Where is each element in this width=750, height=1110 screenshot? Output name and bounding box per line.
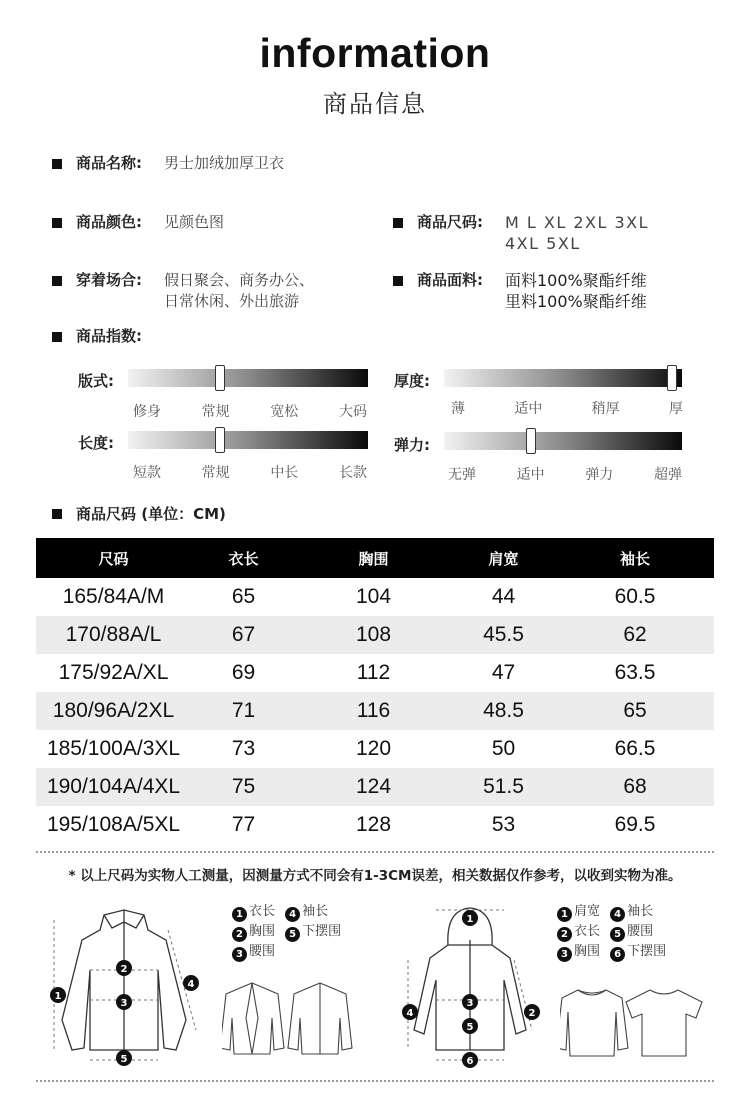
info-size-row <box>393 212 649 254</box>
measure-marker-6-text: 6 <box>466 1056 474 1067</box>
table-cell: 112 <box>356 661 391 684</box>
number-2-icon: 2 <box>557 927 572 942</box>
index-length-label: 长度: <box>78 434 114 452</box>
table-cell: 170/88A/L <box>65 623 162 646</box>
info-occasion-line1: 假日聚会、商务办公、 <box>164 271 315 289</box>
table-cell: 65 <box>231 585 256 608</box>
index-fit-handle <box>215 365 225 391</box>
tick-label: 修身 <box>133 404 161 420</box>
tick-label: 长款 <box>338 465 367 481</box>
tick-label: 弹力 <box>585 467 614 483</box>
tick-label: 常规 <box>201 404 230 420</box>
info-size-line2: 4XL 5XL <box>505 234 581 253</box>
table-cell: 77 <box>231 813 256 836</box>
measure-marker-2-text: 2 <box>528 1008 536 1019</box>
index-stretch-label: 弹力: <box>394 436 430 454</box>
table-cell: 67 <box>231 623 256 646</box>
table-cell: 128 <box>355 813 392 836</box>
table-cell: 116 <box>356 699 391 722</box>
table-row <box>36 806 714 844</box>
size-table-title-text: 商品尺码 (单位：CM) <box>76 505 226 523</box>
table-cell: 68 <box>623 775 647 798</box>
table-cell: 73 <box>231 737 256 760</box>
info-occasion-row <box>52 270 314 312</box>
info-fabric-line1: 面料100%聚酯纤维 <box>505 271 647 290</box>
legend-label: 下摆围 <box>627 944 667 959</box>
index-fit-ticks <box>133 401 367 421</box>
table-cell: 180/96A/2XL <box>52 699 175 722</box>
hoodie-measure-diagram <box>396 900 556 1070</box>
divider-dotted-bottom <box>36 1080 714 1082</box>
legend-label: 衣长 <box>574 924 601 939</box>
legend-right <box>557 902 672 962</box>
number-2-icon: 2 <box>232 927 247 942</box>
suit-shirt-thumbnails <box>222 978 362 1058</box>
measure-marker-2-text: 2 <box>120 964 128 975</box>
table-cell: 124 <box>355 775 392 798</box>
number-4-icon: 4 <box>285 907 300 922</box>
bullet-square-icon <box>52 159 62 169</box>
table-row <box>36 768 714 806</box>
index-stretch-bar <box>444 432 682 450</box>
column-header: 袖长 <box>619 549 650 568</box>
index-fit-label: 版式: <box>78 372 114 390</box>
number-3-icon: 3 <box>232 947 247 962</box>
info-color-label: 商品颜色: <box>76 213 142 231</box>
tick-label: 稍厚 <box>591 401 620 417</box>
info-name-label: 商品名称: <box>76 154 142 172</box>
table-cell: 190/104A/4XL <box>46 775 181 798</box>
column-header: 衣长 <box>228 549 259 568</box>
table-cell: 108 <box>355 623 392 646</box>
tick-label: 常规 <box>201 465 230 481</box>
table-cell: 66.5 <box>614 737 656 760</box>
table-cell: 75 <box>231 775 256 798</box>
legend-label: 下摆围 <box>302 924 342 939</box>
bullet-square-icon <box>52 509 62 519</box>
divider-dotted <box>36 851 714 853</box>
number-4-icon: 4 <box>610 907 625 922</box>
number-1-icon: 1 <box>232 907 247 922</box>
number-5-icon: 5 <box>285 927 300 942</box>
info-occasion-label: 穿着场合: <box>76 271 142 289</box>
table-cell: 51.5 <box>483 775 524 798</box>
legend-label: 袖长 <box>302 904 329 919</box>
tick-label: 宽松 <box>270 404 299 420</box>
bullet-square-icon <box>393 276 403 286</box>
measure-marker-1-text: 1 <box>466 914 474 925</box>
index-length-ticks <box>133 462 367 482</box>
legend-label: 衣长 <box>249 904 276 919</box>
index-length-bar <box>128 431 368 449</box>
measure-marker-3-text: 3 <box>466 998 474 1009</box>
bullet-square-icon <box>52 332 62 342</box>
measure-marker-3-text: 3 <box>120 998 128 1009</box>
measure-marker-1-text: 1 <box>54 991 62 1002</box>
table-cell: 53 <box>491 813 516 836</box>
measure-marker-5-text: 5 <box>466 1022 474 1033</box>
table-row <box>36 654 714 692</box>
bullet-square-icon <box>52 276 62 286</box>
bullet-square-icon <box>393 218 403 228</box>
measure-marker-4-text: 4 <box>406 1008 414 1019</box>
table-row <box>36 730 714 768</box>
table-cell: 175/92A/XL <box>58 661 169 684</box>
size-table-header <box>36 538 714 578</box>
table-cell: 65 <box>623 699 647 722</box>
measure-marker-5-text: 5 <box>120 1054 128 1065</box>
number-6-icon: 6 <box>610 947 625 962</box>
tick-label: 适中 <box>516 467 545 483</box>
table-cell: 195/108A/5XL <box>46 813 181 836</box>
legend-label: 袖长 <box>627 904 654 919</box>
number-5-icon: 5 <box>610 927 625 942</box>
info-color-row <box>52 212 224 233</box>
bullet-square-icon <box>52 218 62 228</box>
legend-label: 胸围 <box>249 924 276 939</box>
table-row <box>36 692 714 730</box>
table-cell: 69.5 <box>614 813 656 836</box>
size-table <box>36 538 714 844</box>
info-fabric-label: 商品面料: <box>417 271 483 289</box>
table-cell: 185/100A/3XL <box>46 737 181 760</box>
index-fit-bar <box>128 369 368 387</box>
info-fabric-line2: 里料100%聚酯纤维 <box>505 292 647 311</box>
table-cell: 47 <box>491 661 516 684</box>
legend-label: 腰围 <box>627 924 654 939</box>
info-index-row <box>52 326 142 347</box>
index-thickness-ticks <box>451 398 683 418</box>
legend-left <box>232 902 347 962</box>
tick-label: 无弹 <box>448 467 476 483</box>
column-header: 尺码 <box>98 549 129 568</box>
tick-label: 短款 <box>133 465 161 481</box>
tick-label: 大码 <box>338 404 367 420</box>
table-cell: 48.5 <box>483 699 524 722</box>
tick-label: 厚 <box>668 401 683 417</box>
legend-label: 胸围 <box>574 944 601 959</box>
legend-label: 肩宽 <box>574 904 601 919</box>
index-stretch-handle <box>526 428 536 454</box>
page-title-cn: 商品信息 <box>323 90 427 118</box>
number-3-icon: 3 <box>557 947 572 962</box>
table-cell: 62 <box>623 623 647 646</box>
info-fabric-row <box>393 270 647 312</box>
info-occasion-line2: 日常休闲、外出旅游 <box>164 292 300 310</box>
info-name-row <box>52 153 284 174</box>
jacket-measure-diagram <box>36 900 216 1070</box>
info-index-label: 商品指数: <box>76 327 142 345</box>
sweater-tshirt-thumbnails <box>560 982 710 1062</box>
table-cell: 165/84A/M <box>62 585 165 608</box>
table-cell: 71 <box>231 699 256 722</box>
table-cell: 63.5 <box>614 661 656 684</box>
table-cell: 104 <box>355 585 392 608</box>
table-cell: 50 <box>491 737 516 760</box>
size-table-title <box>52 503 226 524</box>
table-cell: 60.5 <box>614 585 656 608</box>
index-thickness-handle <box>667 365 677 391</box>
tick-label: 超弹 <box>653 467 682 483</box>
info-color-value: 见颜色图 <box>164 213 225 231</box>
column-header: 胸围 <box>358 549 389 568</box>
page-title-en: information <box>259 30 491 76</box>
index-length-handle <box>215 427 225 453</box>
tick-label: 适中 <box>514 401 543 417</box>
table-cell: 69 <box>231 661 256 684</box>
table-row <box>36 616 714 654</box>
legend-label: 腰围 <box>249 944 276 959</box>
table-cell: 44 <box>491 585 516 608</box>
tick-label: 中长 <box>270 465 299 481</box>
column-header: 肩宽 <box>488 549 519 568</box>
table-row <box>36 578 714 616</box>
measure-marker-4-text: 4 <box>187 979 195 990</box>
index-stretch-ticks <box>448 464 682 484</box>
index-thickness-label: 厚度: <box>394 372 430 390</box>
tick-label: 薄 <box>451 401 465 417</box>
table-cell: 120 <box>355 737 392 760</box>
info-size-label: 商品尺码: <box>417 213 483 231</box>
info-size-line1: M L XL 2XL 3XL <box>505 213 650 232</box>
table-cell: 45.5 <box>483 623 524 646</box>
index-thickness-bar <box>444 369 682 387</box>
info-name-value: 男士加绒加厚卫衣 <box>164 154 285 172</box>
measurement-note: * 以上尺码为实物人工测量，因测量方式不同会有1-3CM误差，相关数据仅作参考，以收到实物为准。 <box>68 868 682 884</box>
number-1-icon: 1 <box>557 907 572 922</box>
